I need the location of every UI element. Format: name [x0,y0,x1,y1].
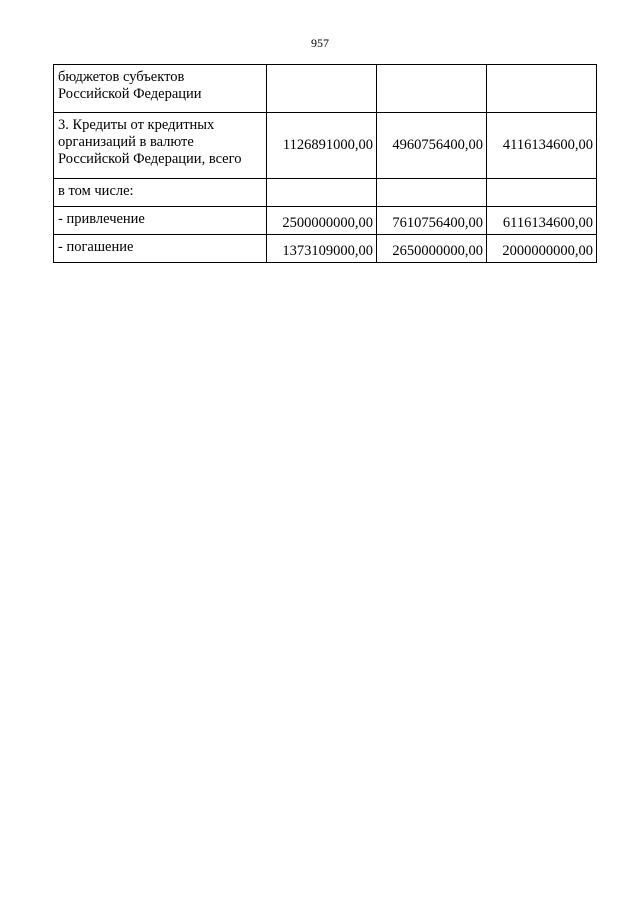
page-number: 957 [311,36,329,50]
value-cell [267,179,377,207]
row-label-line: - привлечение [58,211,145,227]
value-cell [487,179,597,207]
table-row-repayment [54,235,597,263]
value-cell: 7610756400,00 [377,207,487,235]
value-cell: 4960756400,00 [377,113,487,179]
value-cell: 4116134600,00 [487,113,597,179]
value-cell: 2650000000,00 [377,235,487,263]
row-label-line: в том числе: [58,183,134,199]
table-row-bank-credits-total [54,113,597,179]
row-label [54,113,267,179]
row-label [54,65,267,113]
value-cell: 1126891000,00 [267,113,377,179]
value-cell: 1373109000,00 [267,235,377,263]
table-row-attraction [54,207,597,235]
row-label-line: - погашение [58,239,134,255]
value-cell [487,65,597,113]
budget-sources-table [53,64,597,263]
value-cell: 6116134600,00 [487,207,597,235]
value-cell: 2000000000,00 [487,235,597,263]
value-cell: 2500000000,00 [267,207,377,235]
value-cell [267,65,377,113]
row-label-line: 3. Кредиты от кредитных [58,117,215,133]
row-label-line: бюджетов субъектов [58,69,185,85]
value-cell [377,179,487,207]
table-row-including [54,179,597,207]
row-label [54,179,267,207]
row-label-line: Российской Федерации, всего [58,151,242,167]
row-label-line: организаций в валюте [58,134,194,150]
row-label-line: Российской Федерации [58,86,202,102]
row-label [54,207,267,235]
row-label [54,235,267,263]
value-cell [377,65,487,113]
table-row-continuation [54,65,597,113]
